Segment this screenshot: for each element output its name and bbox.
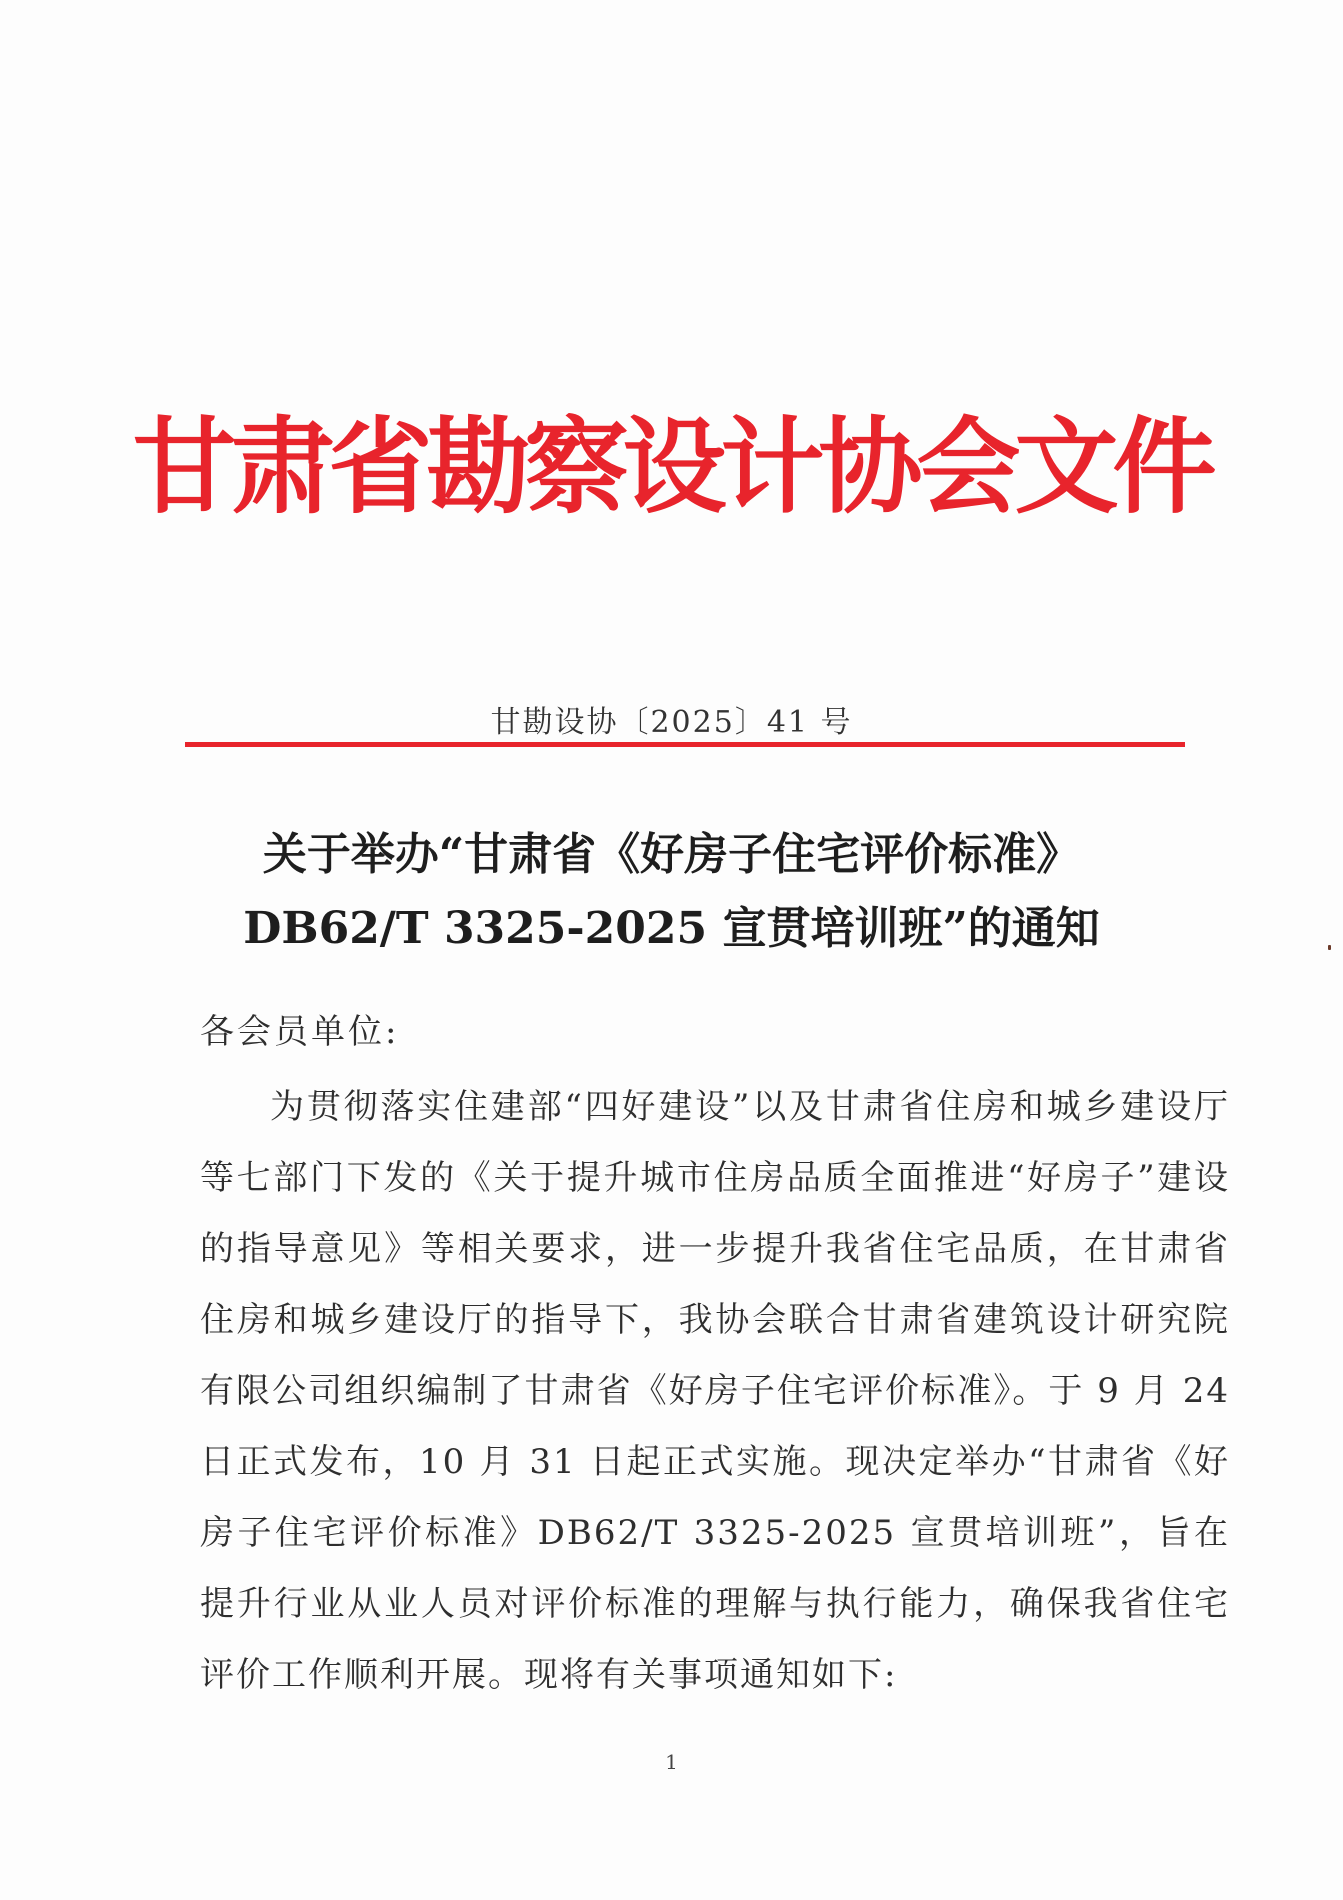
page-number: 1 [665,1750,678,1774]
scan-speck [1328,945,1331,950]
body-paragraph: 为贯彻落实住建部“四好建设”以及甘肃省住房和城乡建设厅等七部门下发的《关于提升城市住房品质全面推进“好房子”建设的指导意见》等相关要求，进一步提升我省住宅品质，在甘肃省住房和城乡建设厅的指导下，我协会联合甘肃省建筑设计研究院有限公司组织编制了甘肃省《好房子住宅评价标准》。于 9 月 24 日正式发布，10 月 31 日起正式实施。现决定举办“甘肃省《好房子住宅评价标准》DB62/T 3325-2025 宣贯培训班”，旨在提升行业从业人员对评价标准的理解与执行能力，确保我省住宅评价工作顺利开展。现将有关事项通知如下: [200,1087,1230,1695]
red-separator-rule [185,742,1185,747]
document-number: 甘勘设协〔2025〕41 号 [490,705,853,740]
masthead-title: 甘肃省勘察设计协会文件 [132,405,1211,528]
notice-title-line-2: DB62/T 3325-2025 宣贯培训班”的通知 [243,903,1100,954]
salutation: 各会员单位: [200,1012,400,1052]
notice-title-line-1: 关于举办“甘肃省《好房子住宅评价标准》 [262,829,1081,880]
notice-title [0,818,1343,966]
